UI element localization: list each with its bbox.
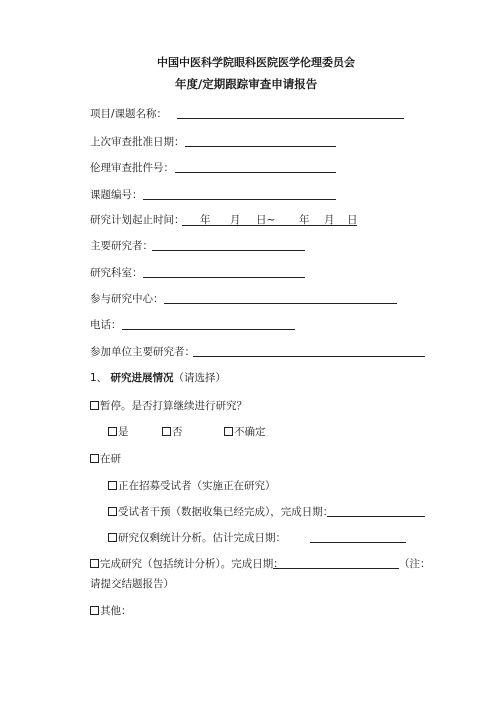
ethics-approval-no-label: 伦理审查批件号： bbox=[90, 162, 174, 174]
option-yes[interactable] bbox=[108, 425, 129, 439]
last-review-date-field[interactable] bbox=[185, 146, 336, 147]
centers-label: 参与研究中心： bbox=[90, 293, 164, 305]
no-checkbox[interactable] bbox=[162, 427, 171, 436]
research-period-label: 研究计划起止时间： bbox=[90, 214, 185, 226]
paused-label: 暂停。是否打算继续进行研究？ bbox=[100, 400, 247, 412]
org-title: 中国中医科学院眼科医院医学伦理委员会 bbox=[157, 56, 355, 69]
recruiting-label: 正在招募受试者（实施正在研究） bbox=[118, 480, 276, 492]
intervention-date-field[interactable] bbox=[327, 516, 425, 517]
pi-label: 主要研究者： bbox=[90, 240, 153, 252]
ongoing-checkbox[interactable] bbox=[90, 454, 99, 463]
report-title: 年度/定期跟踪审查申请报告 bbox=[175, 77, 318, 91]
project-no-field[interactable] bbox=[143, 199, 336, 200]
project-name-field[interactable] bbox=[177, 118, 404, 119]
section-title: 研究进展情况 bbox=[110, 372, 174, 384]
phone-label: 电话： bbox=[90, 319, 122, 331]
phone-field[interactable] bbox=[122, 329, 295, 330]
department-label: 研究科室： bbox=[90, 267, 143, 279]
paused-checkbox[interactable] bbox=[90, 401, 99, 410]
undecided-checkbox[interactable] bbox=[224, 427, 233, 436]
section-number: 1、 bbox=[90, 372, 108, 384]
period-end-day: 日 bbox=[347, 214, 358, 226]
last-review-date-label: 上次审查批准日期： bbox=[90, 136, 185, 148]
option-analysis[interactable] bbox=[108, 531, 286, 545]
intervention-label: 受试者干预（数据收集已经完成），完成日期： bbox=[118, 506, 334, 518]
period-start-day: 日~ bbox=[256, 214, 276, 226]
completed-note-a: （注： bbox=[399, 558, 431, 570]
pi-field[interactable] bbox=[152, 250, 305, 251]
option-other[interactable] bbox=[90, 604, 132, 618]
completed-date-field[interactable] bbox=[273, 568, 399, 569]
yes-label: 是 bbox=[118, 426, 129, 438]
option-recruiting[interactable] bbox=[108, 479, 276, 493]
participating-pi-field[interactable] bbox=[193, 356, 425, 357]
completed-note-b: 请提交结题报告） bbox=[90, 578, 174, 590]
analysis-label: 研究仅剩统计分析。估计完成日期： bbox=[118, 532, 286, 544]
option-ongoing[interactable] bbox=[90, 452, 121, 466]
department-field[interactable] bbox=[143, 277, 305, 278]
other-label: 其他： bbox=[100, 605, 132, 617]
other-checkbox[interactable] bbox=[90, 606, 99, 615]
option-undecided[interactable] bbox=[224, 425, 266, 439]
recruiting-checkbox[interactable] bbox=[108, 481, 117, 490]
option-paused[interactable] bbox=[90, 399, 247, 413]
no-label: 否 bbox=[172, 426, 183, 438]
completed-label: 完成研究（包括统计分析）。完成日期： bbox=[100, 558, 284, 570]
completed-checkbox[interactable] bbox=[90, 559, 99, 568]
period-end-year: 年 bbox=[299, 214, 310, 226]
option-completed[interactable] bbox=[90, 557, 284, 571]
centers-field[interactable] bbox=[164, 303, 397, 304]
ongoing-label: 在研 bbox=[100, 453, 121, 465]
option-intervention[interactable] bbox=[108, 505, 333, 519]
project-name-label: 项目/课题名称： bbox=[90, 108, 168, 120]
analysis-date-field[interactable] bbox=[310, 542, 406, 543]
period-start-month: 月 bbox=[230, 214, 241, 226]
participating-pi-label: 参加单位主要研究者： bbox=[90, 346, 195, 358]
section-hint: （请选择） bbox=[173, 372, 227, 384]
analysis-checkbox[interactable] bbox=[108, 533, 117, 542]
period-end-month: 月 bbox=[324, 214, 335, 226]
period-start-year: 年 bbox=[200, 214, 211, 226]
section-heading bbox=[90, 371, 226, 385]
yes-checkbox[interactable] bbox=[108, 427, 117, 436]
project-no-label: 课题编号： bbox=[90, 189, 143, 201]
option-no[interactable] bbox=[162, 425, 183, 439]
ethics-approval-no-field[interactable] bbox=[175, 172, 336, 173]
undecided-label: 不确定 bbox=[234, 426, 266, 438]
intervention-checkbox[interactable] bbox=[108, 507, 117, 516]
